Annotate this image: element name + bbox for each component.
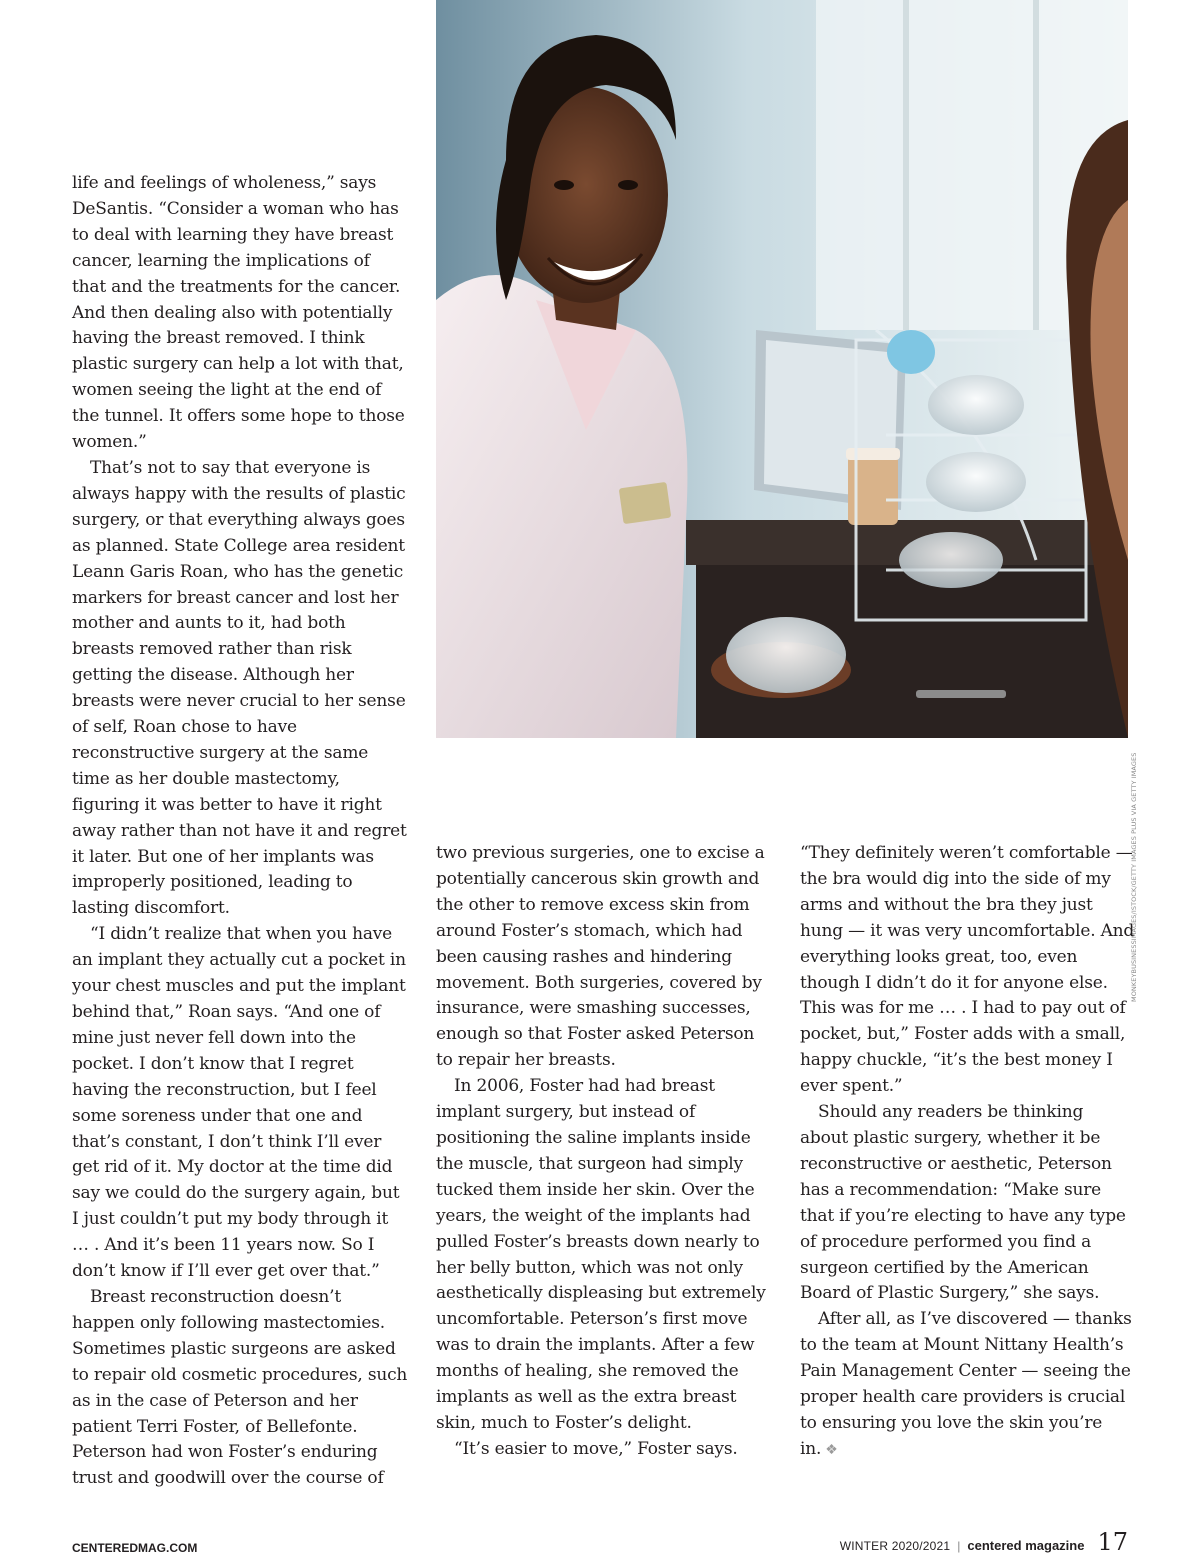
paragraph: Breast reconstruction doesn’t happen only following mastectomies. Sometimes plastic surgeons are asked to repair old cosmetic procedures, such as in the case of Peterson and her patient Terri Foster, of Bellefonte. Peterson had won Foster’s enduring trust and goodwill over the course of — [72, 1286, 408, 1489]
paragraph — [800, 1307, 1136, 1463]
article-column-1 — [72, 171, 408, 1492]
end-mark-icon: ❖ — [825, 1441, 838, 1458]
paragraph: In 2006, Foster had had breast implant surgery, but instead of positioning the saline implants inside the muscle, that surgeon had simply tucked them inside her skin. Over the years, the weight of the implants had pulled Foster’s breasts down nearly to her belly button, which was not only aesthetically displeasing but extremely uncomfortable. Peterson’s first move was to drain the implants. After a few months of healing, she removed the implants as well as the extra breast skin, much to Foster’s delight. — [436, 1076, 766, 1433]
footer-separator: | — [957, 1539, 961, 1553]
paragraph: two previous surgeries, one to excise a potentially cancerous skin growth and the other to remove excess skin from around Foster’s stomach, which had been causing rashes and hindering movement. Both surgeries, covered by insurance, were smashing successes, enough so that Foster asked Peterson to repair her breasts. — [436, 843, 765, 1071]
article-column-2 — [436, 841, 770, 1463]
paragraph: “They definitely weren’t comfortable — the bra would dig into the side of my arms and without the bra they just hung — it was very uncomfortable. And everything looks great, too, even though I didn’t do it for anyone else. This was for me … . I had to pay out of pocket, but,” Foster adds with a small, happy chuckle, “it’s the best money I ever spent.” — [800, 843, 1135, 1097]
footer-site: CENTEREDMAG.COM — [72, 1541, 198, 1555]
article-photo — [436, 0, 1128, 738]
page-number: 17 — [1097, 1528, 1128, 1556]
paragraph-text: After all, as I’ve discovered — thanks to the team at Mount Nittany Health’s Pain Management Center — seeing the proper health care providers is crucial to ensuring you love the skin you’re in. — [800, 1309, 1132, 1459]
paragraph: Should any readers be thinking about plastic surgery, whether it be reconstructive or aesthetic, Peterson has a recommendation: “Make sure that if you’re electing to have any type of procedure performed you find a surgeon certified by the American Board of Plastic Surgery,” she says. — [800, 1102, 1126, 1304]
photo-credit: MONKEYBUSINESSIMAGES/ISTOCK/GETTY IMAGES PLUS VIA GETTY IMAGES — [1130, 752, 1138, 1002]
issue-label: WINTER 2020/2021 — [839, 1539, 951, 1553]
paragraph: That’s not to say that everyone is always happy with the results of plastic surgery, or that everything always goes as planned. State College area resident Leann Garis Roan, who has the genetic markers for breast cancer and lost her mother and aunts to it, had both breasts removed rather than risk getting the disease. Although her breasts were never crucial to her sense of self, Roan chose to have reconstructive surgery at the same time as her double mastectomy, figuring it was better to have it right away rather than not have it and regret it later. But one of her implants was improperly positioned, leading to lasting discomfort. — [72, 457, 407, 919]
magazine-name: centered magazine — [967, 1538, 1085, 1553]
article-column-3 — [800, 841, 1136, 1464]
footer-folio — [840, 1528, 1128, 1558]
paragraph: life and feelings of wholeness,” says DeSantis. “Consider a woman who has to deal with learning they have breast cancer, learning the implications of that and the treatments for the cancer. And then dealing also with potentially having the breast removed. I think plastic surgery can help a lot with that, women seeing the light at the end of the tunnel. It offers some hope to those women.” — [72, 173, 405, 453]
paragraph: “It’s easier to move,” Foster says. — [454, 1438, 738, 1459]
paragraph: “I didn’t realize that when you have an implant they actually cut a pocket in your chest muscles and put the implant behind that,” Roan says. “And one of mine just never fell down into the pocket. I don’t know that I regret having the reconstruction, but I feel some soreness under that one and that’s constant, I don’t think I’ll ever get rid of it. My doctor at the time did say we could do the surgery again, but I just couldn’t put my body through it … . And it’s been 11 years now. So I don’t know if I’ll ever get over that.” — [72, 924, 406, 1282]
